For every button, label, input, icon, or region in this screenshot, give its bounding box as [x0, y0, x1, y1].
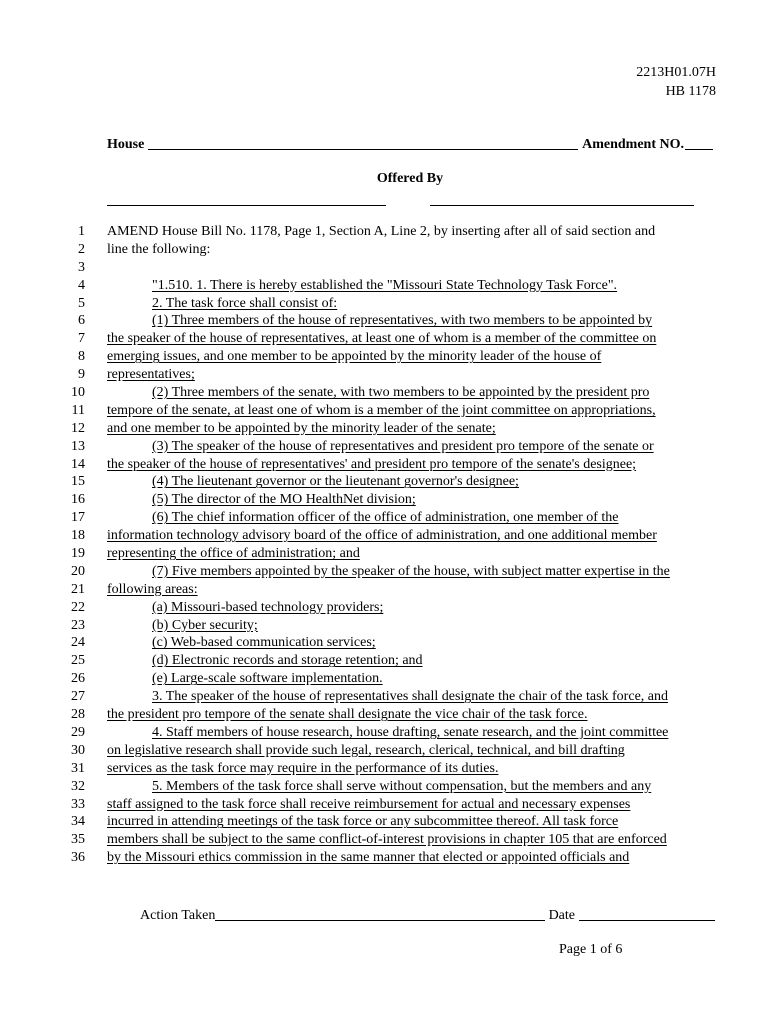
line-text: "1.510. 1. There is hereby established the "Missouri State Technology Task Force". — [152, 277, 618, 293]
line-number: 29 — [71, 724, 85, 740]
line-text: on legislative research shall provide such legal, research, clerical, technical, and bill drafting — [107, 742, 625, 758]
house-blank — [148, 148, 578, 150]
line-number: 8 — [78, 349, 85, 365]
line-number: 11 — [71, 402, 85, 418]
line-text: (b) Cyber security; — [152, 617, 258, 633]
text-line — [0, 330, 770, 348]
text-line — [0, 706, 770, 724]
page-number: Page 1 of 6 — [559, 942, 623, 957]
text-line — [0, 742, 770, 760]
line-text: 5. Members of the task force shall serve without compensation, but the members and any — [152, 778, 652, 794]
line-number: 22 — [71, 599, 85, 615]
text-line — [0, 384, 770, 402]
text-line — [0, 348, 770, 366]
line-number: 12 — [71, 420, 85, 436]
line-number: 20 — [71, 563, 85, 579]
line-number: 10 — [71, 385, 85, 401]
line-text: (4) The lieutenant governor or the lieutenant governor's designee; — [152, 474, 519, 490]
line-text: (3) The speaker of the house of representatives and president pro tempore of the senate or — [152, 438, 654, 454]
line-number: 15 — [71, 474, 85, 490]
text-line — [0, 402, 770, 420]
text-line — [0, 456, 770, 474]
line-text: (a) Missouri-based technology providers; — [152, 599, 384, 615]
line-text: services as the task force may require in the performance of its duties. — [107, 760, 499, 776]
line-number: 9 — [78, 367, 85, 383]
line-number: 28 — [71, 707, 85, 723]
action-taken-line — [140, 906, 715, 924]
line-number: 17 — [71, 510, 85, 526]
bill-number: HB 1178 — [665, 84, 716, 99]
line-number: 3 — [78, 259, 85, 275]
line-number: 34 — [71, 814, 85, 830]
line-text: (5) The director of the MO HealthNet division; — [152, 492, 416, 508]
line-number: 19 — [71, 546, 85, 562]
line-number: 24 — [71, 635, 85, 651]
line-text: 4. Staff members of house research, house drafting, senate research, and the joint committee — [152, 724, 669, 740]
line-number: 27 — [71, 689, 85, 705]
line-number: 21 — [71, 581, 85, 597]
text-line — [0, 473, 770, 491]
line-number: 31 — [71, 760, 85, 776]
sponsor-signature-line-right — [430, 205, 694, 206]
text-line — [0, 312, 770, 330]
line-text: following areas: — [107, 581, 198, 597]
line-text: the president pro tempore of the senate shall designate the vice chair of the task force. — [107, 707, 588, 723]
line-number: 14 — [71, 456, 85, 472]
line-number: 16 — [71, 492, 85, 508]
line-number: 26 — [71, 671, 85, 687]
line-text: emerging issues, and one member to be appointed by the minority leader of the house of — [107, 349, 602, 365]
sponsor-signature-line-left — [107, 205, 386, 206]
line-text: members shall be subject to the same conflict-of-interest provisions in chapter 105 that are enforced — [107, 832, 667, 848]
action-taken-blank — [215, 920, 544, 921]
text-line — [0, 509, 770, 527]
line-number: 6 — [78, 313, 85, 329]
line-text: information technology advisory board of the office of administration, and one additional member — [107, 528, 657, 544]
action-taken-label: Action Taken — [140, 908, 216, 923]
line-text: line the following: — [107, 241, 211, 257]
line-number: 23 — [71, 617, 85, 633]
text-line — [0, 849, 770, 867]
line-text: by the Missouri ethics commission in the same manner that elected or appointed officials and — [107, 850, 630, 866]
text-line — [0, 295, 770, 313]
text-line — [0, 491, 770, 509]
line-text: (d) Electronic records and storage retention; and — [152, 653, 423, 669]
text-line — [0, 760, 770, 778]
line-text: incurred in attending meetings of the task force or any subcommittee thereof. All task force — [107, 814, 619, 830]
date-label: Date — [548, 908, 575, 923]
line-text: staff assigned to the task force shall receive reimbursement for actual and necessary expenses — [107, 796, 631, 812]
line-text: (e) Large-scale software implementation. — [152, 671, 383, 687]
text-line — [0, 545, 770, 563]
text-line — [0, 778, 770, 796]
line-text: (1) Three members of the house of representatives, with two members to be appointed by — [152, 313, 653, 329]
text-line — [0, 652, 770, 670]
text-line — [0, 724, 770, 742]
house-label: House — [107, 137, 145, 152]
text-line — [0, 688, 770, 706]
text-line — [0, 670, 770, 688]
text-line — [0, 634, 770, 652]
date-blank — [579, 920, 715, 921]
line-text: (c) Web-based communication services; — [152, 635, 376, 651]
line-text: tempore of the senate, at least one of whom is a member of the joint committee on appropriations, — [107, 402, 656, 418]
text-line — [0, 420, 770, 438]
line-number: 35 — [71, 832, 85, 848]
line-text: and one member to be appointed by the minority leader of the senate; — [107, 420, 496, 436]
text-line — [0, 223, 770, 241]
line-number: 36 — [71, 850, 85, 866]
bill-code: 2213H01.07H — [636, 65, 716, 80]
line-text: AMEND House Bill No. 1178, Page 1, Section A, Line 2, by inserting after all of said section and — [107, 224, 656, 239]
line-number: 4 — [78, 277, 85, 293]
text-line — [0, 563, 770, 581]
line-text: the speaker of the house of representatives' and president pro tempore of the senate's designee; — [107, 456, 637, 472]
line-number: 13 — [71, 438, 85, 454]
line-number: 18 — [71, 528, 85, 544]
text-line — [0, 831, 770, 849]
text-line — [0, 813, 770, 831]
line-text: (7) Five members appointed by the speaker of the house, with subject matter expertise in the — [152, 563, 670, 579]
line-text: representatives; — [107, 367, 195, 383]
line-number: 5 — [78, 295, 85, 311]
line-number: 33 — [71, 796, 85, 812]
line-text: 2. The task force shall consist of: — [152, 295, 338, 311]
offered-by-label: Offered By — [376, 171, 444, 186]
line-number: 30 — [71, 742, 85, 758]
line-number: 7 — [78, 331, 85, 347]
line-text: representing the office of administration; and — [107, 546, 360, 562]
house-amendment-line — [107, 135, 713, 153]
text-line — [0, 259, 770, 277]
line-number: 32 — [71, 778, 85, 794]
text-line — [0, 796, 770, 814]
text-line — [0, 241, 770, 259]
line-text: (6) The chief information officer of the office of administration, one member of the — [152, 510, 619, 526]
text-line — [0, 366, 770, 384]
text-line — [0, 581, 770, 599]
line-number: 25 — [71, 653, 85, 669]
line-number: 1 — [78, 224, 85, 239]
line-text: 3. The speaker of the house of representatives shall designate the chair of the task force, and — [152, 689, 668, 705]
text-line — [0, 438, 770, 456]
text-line — [0, 277, 770, 295]
amendment-body — [0, 223, 770, 867]
line-text: the speaker of the house of representatives, at least one of whom is a member of the committee on — [107, 331, 657, 347]
text-line — [0, 527, 770, 545]
text-line — [0, 599, 770, 617]
amendment-number-blank — [685, 148, 713, 150]
amendment-number-label: Amendment NO. — [582, 137, 684, 152]
line-text: (2) Three members of the senate, with two members to be appointed by the president pro — [152, 385, 650, 401]
text-line — [0, 617, 770, 635]
line-number: 2 — [78, 241, 85, 257]
